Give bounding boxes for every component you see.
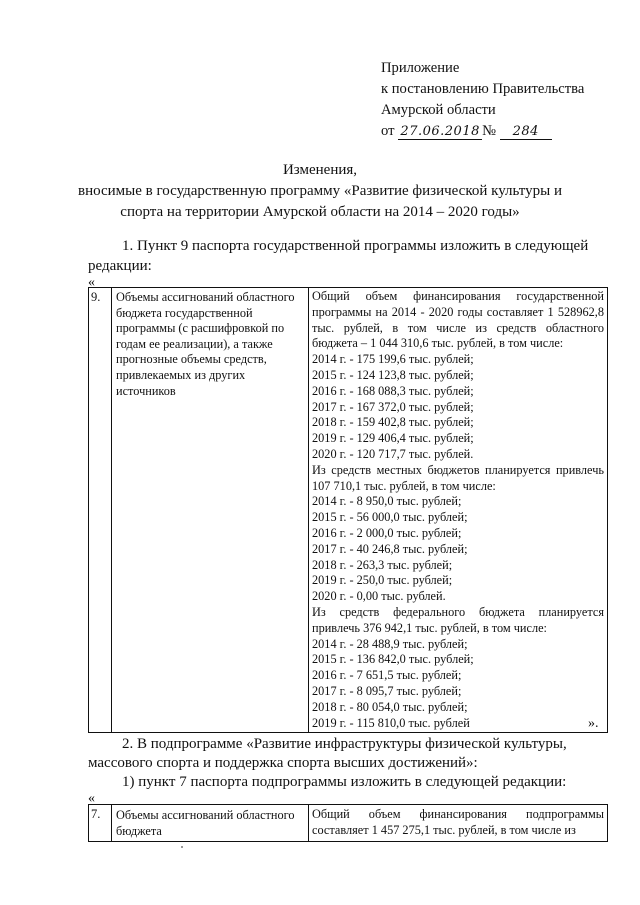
list-item: 2018 г. - 263,3 тыс. рублей;: [312, 557, 453, 572]
title-line-2: вносимые в государственную программу «Развитие физической культуры и: [77, 183, 563, 199]
row-description: Объемы ассигнований областного бюджета государственной программы (с расшифровкой по годам ее реализации), а также прогнозные объемы средств, привлекаемых из других источников: [112, 288, 309, 733]
row-number: 7.: [89, 805, 112, 842]
quote-close-1: ».: [588, 716, 599, 731]
appendix-date-line: [381, 121, 621, 142]
list-item: 2020 г. - 0,00 тыс. рублей.: [312, 589, 446, 604]
row-content: [309, 288, 608, 733]
funding-intro: Общий объем финансирования государственной программы на 2014 - 2020 годы составляет 1 528962,8 тыс. рублей, в том числе из средств областного бюджета – 1 044 310,6 тыс. рублей, в том числе:: [312, 289, 604, 351]
local-list: [312, 494, 604, 605]
item-1-paragraph-cont: редакции:: [88, 258, 152, 274]
list-item: 2019 г. - 129 406,4 тыс. рублей;: [312, 431, 474, 446]
list-item: 2015 г. - 56 000,0 тыс. рублей;: [312, 510, 468, 525]
table-row: [89, 805, 608, 842]
row-description: Объемы ассигнований областного бюджета: [112, 805, 309, 842]
item-2-paragraph-cont: массового спорта и поддержка спорта высших достижений»:: [88, 755, 478, 771]
list-item: 2014 г. - 8 950,0 тыс. рублей;: [312, 494, 462, 509]
appendix-region-line: Амурской области: [381, 102, 496, 118]
list-item: 2019 г. - 250,0 тыс. рублей;: [312, 573, 453, 588]
title-line-3: спорта на территории Амурской области на 2014 – 2020 годы»: [120, 204, 520, 220]
list-item: 2018 г. - 80 054,0 тыс. рублей;: [312, 699, 468, 714]
row-number: 9.: [89, 288, 112, 733]
list-item: 2014 г. - 28 488,9 тыс. рублей;: [312, 636, 468, 651]
list-item: 2018 г. - 159 402,8 тыс. рублей;: [312, 415, 474, 430]
quote-open-2: «: [88, 791, 95, 806]
list-item: 2019 г. - 115 810,0 тыс. рублей: [312, 715, 470, 730]
list-item: 2015 г. - 136 842,0 тыс. рублей;: [312, 652, 474, 667]
list-item: 2017 г. - 40 246,8 тыс. рублей;: [312, 541, 468, 556]
date-prefix: от: [381, 123, 395, 139]
row-content: Общий объем финансирования подпрограммы составляет 1 457 275,1 тыс. рублей, в том числе из: [309, 805, 608, 842]
item-2-paragraph: 2. В подпрограмме «Развитие инфраструктуры физической культуры,: [122, 736, 567, 752]
item-1-paragraph: 1. Пункт 9 паспорта государственной программы изложить в следующей: [122, 238, 589, 254]
title-line-1: Изменения,: [282, 162, 358, 178]
handwritten-number: 284: [500, 124, 552, 140]
appendix-header: [381, 58, 621, 142]
item-2-subitem-1: 1) пункт 7 паспорта подпрограммы изложить в следующей редакции:: [122, 774, 567, 790]
list-item: 2017 г. - 8 095,7 тыс. рублей;: [312, 683, 462, 698]
list-item: 2016 г. - 2 000,0 тыс. рублей;: [312, 525, 462, 540]
document-title: [0, 160, 640, 223]
list-item: 2015 г. - 124 123,8 тыс. рублей;: [312, 367, 474, 382]
quote-open-1: «: [88, 275, 95, 290]
list-item: 2017 г. - 167 372,0 тыс. рублей;: [312, 399, 474, 414]
handwritten-date: 27.06.2018: [398, 124, 482, 140]
federal-list: [312, 637, 604, 732]
local-funding-intro: Из средств местных бюджетов планируется привлечь 107 710,1 тыс. рублей, в том числе:: [312, 462, 604, 493]
regional-list: [312, 352, 604, 463]
scan-speck: [181, 846, 183, 848]
federal-funding-intro: Из средств федерального бюджета планируется привлечь 376 942,1 тыс. рублей, в том числе:: [312, 604, 604, 635]
appendix-resolution-line: к постановлению Правительства: [381, 81, 585, 97]
passport-table-item-7: [88, 804, 608, 842]
list-item: 2016 г. - 168 088,3 тыс. рублей;: [312, 383, 474, 398]
list-item: 2014 г. - 175 199,6 тыс. рублей;: [312, 352, 474, 367]
list-item: 2016 г. - 7 651,5 тыс. рублей;: [312, 668, 462, 683]
passport-table-item-9: [88, 287, 608, 733]
appendix-title: Приложение: [381, 60, 460, 76]
list-item: 2020 г. - 120 717,7 тыс. рублей.: [312, 446, 474, 461]
number-sign: №: [482, 123, 497, 139]
table-row: [89, 288, 608, 733]
